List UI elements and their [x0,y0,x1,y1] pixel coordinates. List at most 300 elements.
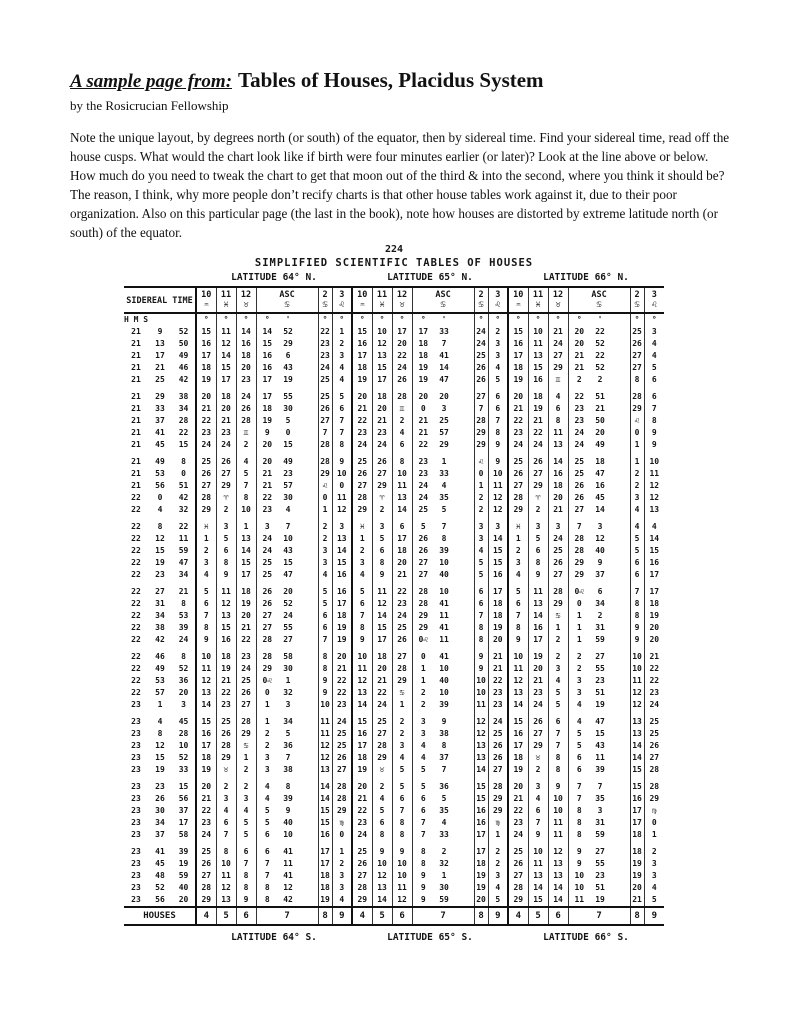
sidereal-time-cell: 22 [131,570,141,579]
cusp-cell: 14 [630,752,644,764]
cusp-cell: 14 [256,326,278,338]
cusp-cell: 9 [488,451,508,468]
sidereal-time-cell: 22 [131,688,141,697]
cusp-cell [298,338,318,350]
cusp-cell: 1 [548,622,568,634]
cusp-cell: 8 [372,557,392,569]
cusp-cell: 22 [595,327,605,336]
cusp-cell: 31 [595,818,605,827]
cusp-cell: 20 [392,338,412,350]
cusp-cell: 15 [216,622,236,634]
cusp-cell: 43 [595,741,605,750]
cusp-cell: 24 [196,439,216,451]
cusp-cell: 27 [474,386,488,403]
cusp-cell: 9 [372,569,392,581]
cusp-cell: 7 [488,415,508,427]
cusp-cell: 4 [508,569,528,581]
sidereal-time-cell: 49 [155,664,165,673]
table-row [124,829,664,841]
cusp-cell: 4 [285,505,291,514]
cusp-cell: 4 [412,740,434,752]
cusp-cell: 20 [568,338,590,350]
cusp-cell: 25 [196,451,216,468]
cusp-cell [298,610,318,622]
cusp-cell: 16 [318,829,332,841]
cusp-cell: 31 [595,623,605,632]
cusp-cell: 19 [488,622,508,634]
cusp-cell: 2 [392,711,412,728]
cusp-cell: 29 [216,480,236,492]
cusp-cell: 4 [318,569,332,581]
scan-page-number: 224 [384,244,404,255]
sidereal-time-cell: 23 [131,871,141,880]
sidereal-time-cell: 23 [131,700,141,709]
cusp-cell: 1 [568,610,590,622]
cusp-cell: 23 [236,374,256,386]
cusp-cell [610,622,630,634]
cusp-cell: 25 [196,841,216,858]
cusp-cell: 29 [488,805,508,817]
cusp-cell: 3 [256,764,278,776]
cusp-cell: 7 [236,858,256,870]
cusp-cell [610,415,630,427]
cusp-cell: 59 [595,635,605,644]
cusp-cell [454,858,474,870]
cusp-cell [298,374,318,386]
table-row [124,841,664,858]
cusp-cell: 20 [439,392,449,401]
cusp-cell: 11 [548,829,568,841]
sign-header: ♋ [256,300,318,313]
sidereal-time-cell: 56 [178,794,189,803]
cusp-cell: 3 [332,882,352,894]
cusp-cell: 27 [412,557,434,569]
cusp-cell: 28 [256,634,278,646]
cusp-cell [454,711,474,728]
table-row [124,687,664,699]
sidereal-time-cell: 8 [181,457,186,466]
cusp-cell: 55 [595,859,605,868]
cusp-cell: 21 [488,646,508,663]
cusp-cell: 27 [548,569,568,581]
cusp-cell: 23 [528,687,548,699]
cusp-cell: 19 [256,415,278,427]
cusp-cell [610,581,630,598]
cusp-cell [454,699,474,711]
cusp-cell: 24 [392,610,412,622]
cusp-cell [298,468,318,480]
cusp-cell: 2 [236,776,256,793]
cusp-cell: 19 [196,764,216,776]
cusp-cell: 26 [216,728,236,740]
cusp-cell: 24 [332,711,352,728]
latitude-south-row [124,928,664,948]
cusp-cell: 5 [441,794,447,803]
sidereal-time-cell: 41 [155,428,165,437]
sidereal-time-cell: 23 [131,729,141,738]
cusp-cell: 21 [508,403,528,415]
cusp-cell: 11 [474,699,488,711]
cusp-cell: 6 [216,545,236,557]
cusp-cell: 23 [196,427,216,439]
cusp-cell: 4 [392,427,412,439]
cusp-cell: 5 [412,764,434,776]
cusp-cell: 18 [548,480,568,492]
cusp-cell: 0 [644,817,664,829]
cusp-cell: 9 [441,717,447,726]
cusp-cell: 5 [528,533,548,545]
cusp-cell: 8 [548,764,568,776]
sidereal-time-cell: 34 [178,404,189,413]
cusp-cell: 2 [216,504,236,516]
sidereal-time-cell: 56 [155,895,165,904]
cusp-cell: 22 [196,415,216,427]
sidereal-time-cell: 53 [178,611,189,620]
cusp-cell: 0 [332,480,352,492]
cusp-cell: 14 [236,326,256,338]
cusp-cell: 8 [568,817,590,829]
cusp-cell: 29 [630,403,644,415]
cusp-cell [610,675,630,687]
sidereal-time-cell: 4 [157,717,163,726]
cusp-cell: 11 [392,480,412,492]
cusp-cell: 25 [568,451,590,468]
cusp-cell: 12 [318,740,332,752]
cusp-cell: 18 [236,350,256,362]
cusp-cell: 15 [508,711,528,728]
cusp-cell [454,764,474,776]
cusp-cell: 24 [372,439,392,451]
cusp-cell: 24 [412,492,434,504]
cusp-cell: 15 [488,545,508,557]
cusp-cell: 8 [548,752,568,764]
cusp-cell: 13 [392,492,412,504]
cusp-cell: 7 [285,522,291,531]
cusp-cell: 7 [568,776,590,793]
sidereal-time-cell: 24 [178,635,189,644]
cusp-cell: 1 [508,533,528,545]
cusp-cell: 16 [474,817,488,829]
cusp-cell: 3 [548,516,568,533]
footer-house-7: 7 [568,907,630,925]
cusp-cell: 25 [644,711,664,728]
sidereal-time-cell: 31 [155,599,165,608]
cusp-cell: 4 [332,374,352,386]
cusp-cell: 18 [630,841,644,858]
cusp-cell: 3 [644,858,664,870]
sidereal-time-cell: 22 [131,522,141,531]
cusp-cell [610,492,630,504]
cusp-cell: 2 [392,728,412,740]
cusp-cell: 2 [256,728,278,740]
cusp-cell: 11 [216,870,236,882]
sidereal-time-cell: 15 [178,440,189,449]
cusp-cell: 2 [474,492,488,504]
house-header-10: 10 [352,287,372,300]
sidereal-time-cell: 53 [155,676,165,685]
cusp-cell: 7 [412,817,434,829]
cusp-cell: 10 [528,841,548,858]
cusp-cell [454,805,474,817]
cusp-cell: 1 [644,829,664,841]
cusp-cell: 15 [528,362,548,374]
cusp-cell: 29 [439,440,449,449]
cusp-cell: 20 [630,882,644,894]
cusp-cell: 3 [488,870,508,882]
sidereal-time-cell: 22 [131,505,141,514]
cusp-cell: 6 [412,805,434,817]
cusp-cell: 3 [568,675,590,687]
cusp-cell [298,817,318,829]
cusp-cell: 26 [372,451,392,468]
cusp-cell: 34 [283,717,293,726]
cusp-cell: ♋ [236,740,256,752]
cusp-cell: 7 [568,516,590,533]
sidereal-time-cell: 21 [131,481,141,490]
cusp-cell: 6 [508,598,528,610]
cusp-cell [454,841,474,858]
cusp-cell: 2 [528,764,548,776]
cusp-cell: 16 [508,338,528,350]
cusp-cell: 9 [630,622,644,634]
cusp-cell: 20 [256,439,278,451]
cusp-cell: 6 [318,610,332,622]
sidereal-time-cell: 27 [155,587,165,596]
cusp-cell: 1 [196,533,216,545]
cusp-cell: 3 [528,516,548,533]
cusp-cell: 1 [441,871,447,880]
sidereal-time-cell: 20 [178,688,189,697]
table-row [124,439,664,451]
cusp-cell: 15 [474,776,488,793]
cusp-cell: 24 [644,699,664,711]
cusp-cell: 26 [644,740,664,752]
cusp-cell: 4 [644,338,664,350]
cusp-cell [454,740,474,752]
cusp-cell: 57 [439,428,449,437]
cusp-cell: 23 [318,350,332,362]
cusp-cell: 26 [568,492,590,504]
cusp-cell: 1 [256,711,278,728]
cusp-cell: 14 [318,793,332,805]
cusp-cell: 19 [474,870,488,882]
cusp-cell: 27 [595,652,605,661]
cusp-cell: 13 [630,728,644,740]
cusp-cell [298,598,318,610]
cusp-cell: 7 [332,415,352,427]
cusp-cell: 27 [508,480,528,492]
cusp-cell [454,403,474,415]
cusp-cell: 27 [283,635,293,644]
cusp-cell: 24 [236,386,256,403]
cusp-cell [298,776,318,793]
cusp-cell: 18 [216,646,236,663]
cusp-cell: 28 [474,415,488,427]
cusp-cell: 2 [372,504,392,516]
cusp-cell [610,362,630,374]
cusp-cell [298,663,318,675]
cusp-cell: 23 [568,403,590,415]
cusp-cell: 16 [196,728,216,740]
cusp-cell: 23 [412,451,434,468]
cusp-cell: 3 [630,492,644,504]
cusp-cell: 13 [474,752,488,764]
cusp-cell: 33 [439,830,449,839]
cusp-cell: 22 [644,663,664,675]
cusp-cell: 13 [644,504,664,516]
cusp-cell: 0♌ [412,634,434,646]
cusp-cell: 25 [332,728,352,740]
cusp-cell: 23 [508,427,528,439]
cusp-cell: 16 [528,374,548,386]
table-row [124,403,664,415]
cusp-cell: 18 [352,752,372,764]
cusp-cell [610,516,630,533]
cusp-cell: 5 [488,894,508,907]
houses-footer-label: HOUSES [124,907,196,925]
cusp-cell: 39 [283,794,293,803]
cusp-cell: 14 [488,533,508,545]
table-row [124,468,664,480]
cusp-cell: 20 [372,663,392,675]
cusp-cell: 1 [412,675,434,687]
cusp-cell: 15 [528,894,548,907]
cusp-cell: 22 [236,634,256,646]
cusp-cell: 1 [630,451,644,468]
cusp-cell: 3 [488,338,508,350]
cusp-cell: 29 [528,480,548,492]
unit-header: ° [644,313,664,326]
cusp-cell: ♊ [548,374,568,386]
sidereal-time-cell: 17 [178,818,189,827]
sidereal-time-cell: 21 [131,392,141,401]
cusp-cell: 4 [488,362,508,374]
unit-header: ' [597,315,603,324]
cusp-cell: 55 [283,623,293,632]
cusp-cell: 17 [508,350,528,362]
cusp-cell: 6 [528,805,548,817]
cusp-cell: 9 [548,776,568,793]
cusp-cell: 21 [528,415,548,427]
unit-header: ° [488,313,508,326]
cusp-cell: 1 [236,752,256,764]
sign-header: ♓ [216,300,236,313]
cusp-cell: 7 [256,870,278,882]
sidereal-time-cell: 42 [178,493,189,502]
cusp-cell: 6 [488,386,508,403]
cusp-cell: 21 [392,569,412,581]
unit-header: ° [352,313,372,326]
table-row [124,504,664,516]
table-row [124,492,664,504]
cusp-cell: 7 [441,339,447,348]
sidereal-time-cell: 37 [178,806,189,815]
cusp-cell [610,699,630,711]
cusp-cell: 23 [256,504,278,516]
cusp-cell [298,516,318,533]
cusp-cell: 8 [285,782,291,791]
cusp-cell: 13 [318,764,332,776]
unit-header [298,313,318,326]
cusp-cell: 8 [528,557,548,569]
cusp-cell: 2 [630,480,644,492]
cusp-cell: 8 [236,492,256,504]
cusp-cell: 28 [236,711,256,728]
cusp-cell: 8 [412,841,434,858]
sidereal-time-cell: 17 [155,351,165,360]
cusp-cell: 18 [644,598,664,610]
cusp-cell: 16 [528,622,548,634]
cusp-cell: 16 [474,805,488,817]
cusp-cell: 23 [595,676,605,685]
cusp-cell: ♈ [528,492,548,504]
cusp-cell: 27 [236,699,256,711]
cusp-cell: 29 [568,569,590,581]
cusp-cell: 26 [196,858,216,870]
cusp-cell [298,841,318,858]
cusp-cell: 52 [283,599,293,608]
cusp-cell: 4 [630,516,644,533]
sidereal-time-cell: 10 [178,741,189,750]
cusp-cell: 27 [196,480,216,492]
cusp-cell [610,533,630,545]
cusp-cell: 28 [392,663,412,675]
cusp-cell: 10 [332,468,352,480]
cusp-cell: 8 [318,646,332,663]
cusp-cell: 2 [548,634,568,646]
sidereal-time-cell: 12 [155,741,165,750]
cusp-cell: 13 [548,439,568,451]
table-row [124,776,664,793]
table-row [124,427,664,439]
sidereal-time-cell: 23 [131,830,141,839]
house-header-3: 3 [488,287,508,300]
cusp-cell [298,557,318,569]
cusp-cell: 12 [630,687,644,699]
sidereal-time-cell: 19 [155,558,165,567]
cusp-cell: ♊ [392,403,412,415]
cusp-cell: 9 [474,663,488,675]
cusp-cell: 14 [630,740,644,752]
sidereal-time-cell: 0 [157,493,163,502]
cusp-cell: 2 [332,338,352,350]
cusp-cell: 26 [528,711,548,728]
cusp-cell: 29 [372,480,392,492]
cusp-cell [298,829,318,841]
cusp-cell: 28 [568,533,590,545]
cusp-cell: 21 [196,403,216,415]
cusp-cell: 3 [236,793,256,805]
cusp-cell: 8 [488,427,508,439]
cusp-cell: 5 [508,581,528,598]
sidereal-time-cell: 0 [181,469,186,478]
cusp-cell: 28 [352,882,372,894]
cusp-cell: 29 [196,504,216,516]
cusp-cell [454,793,474,805]
cusp-cell: 6 [372,545,392,557]
sidereal-time-cell: 13 [155,339,165,348]
cusp-cell: 9 [392,841,412,858]
cusp-cell: 7 [236,480,256,492]
cusp-cell: 1 [392,699,412,711]
unit-header: ° [392,313,412,326]
cusp-cell: 5 [488,374,508,386]
cusp-cell: 27 [488,764,508,776]
sidereal-time-cell: 28 [178,729,189,738]
cusp-cell: 24 [474,326,488,338]
cusp-cell: 7 [352,610,372,622]
cusp-cell: 24 [352,439,372,451]
